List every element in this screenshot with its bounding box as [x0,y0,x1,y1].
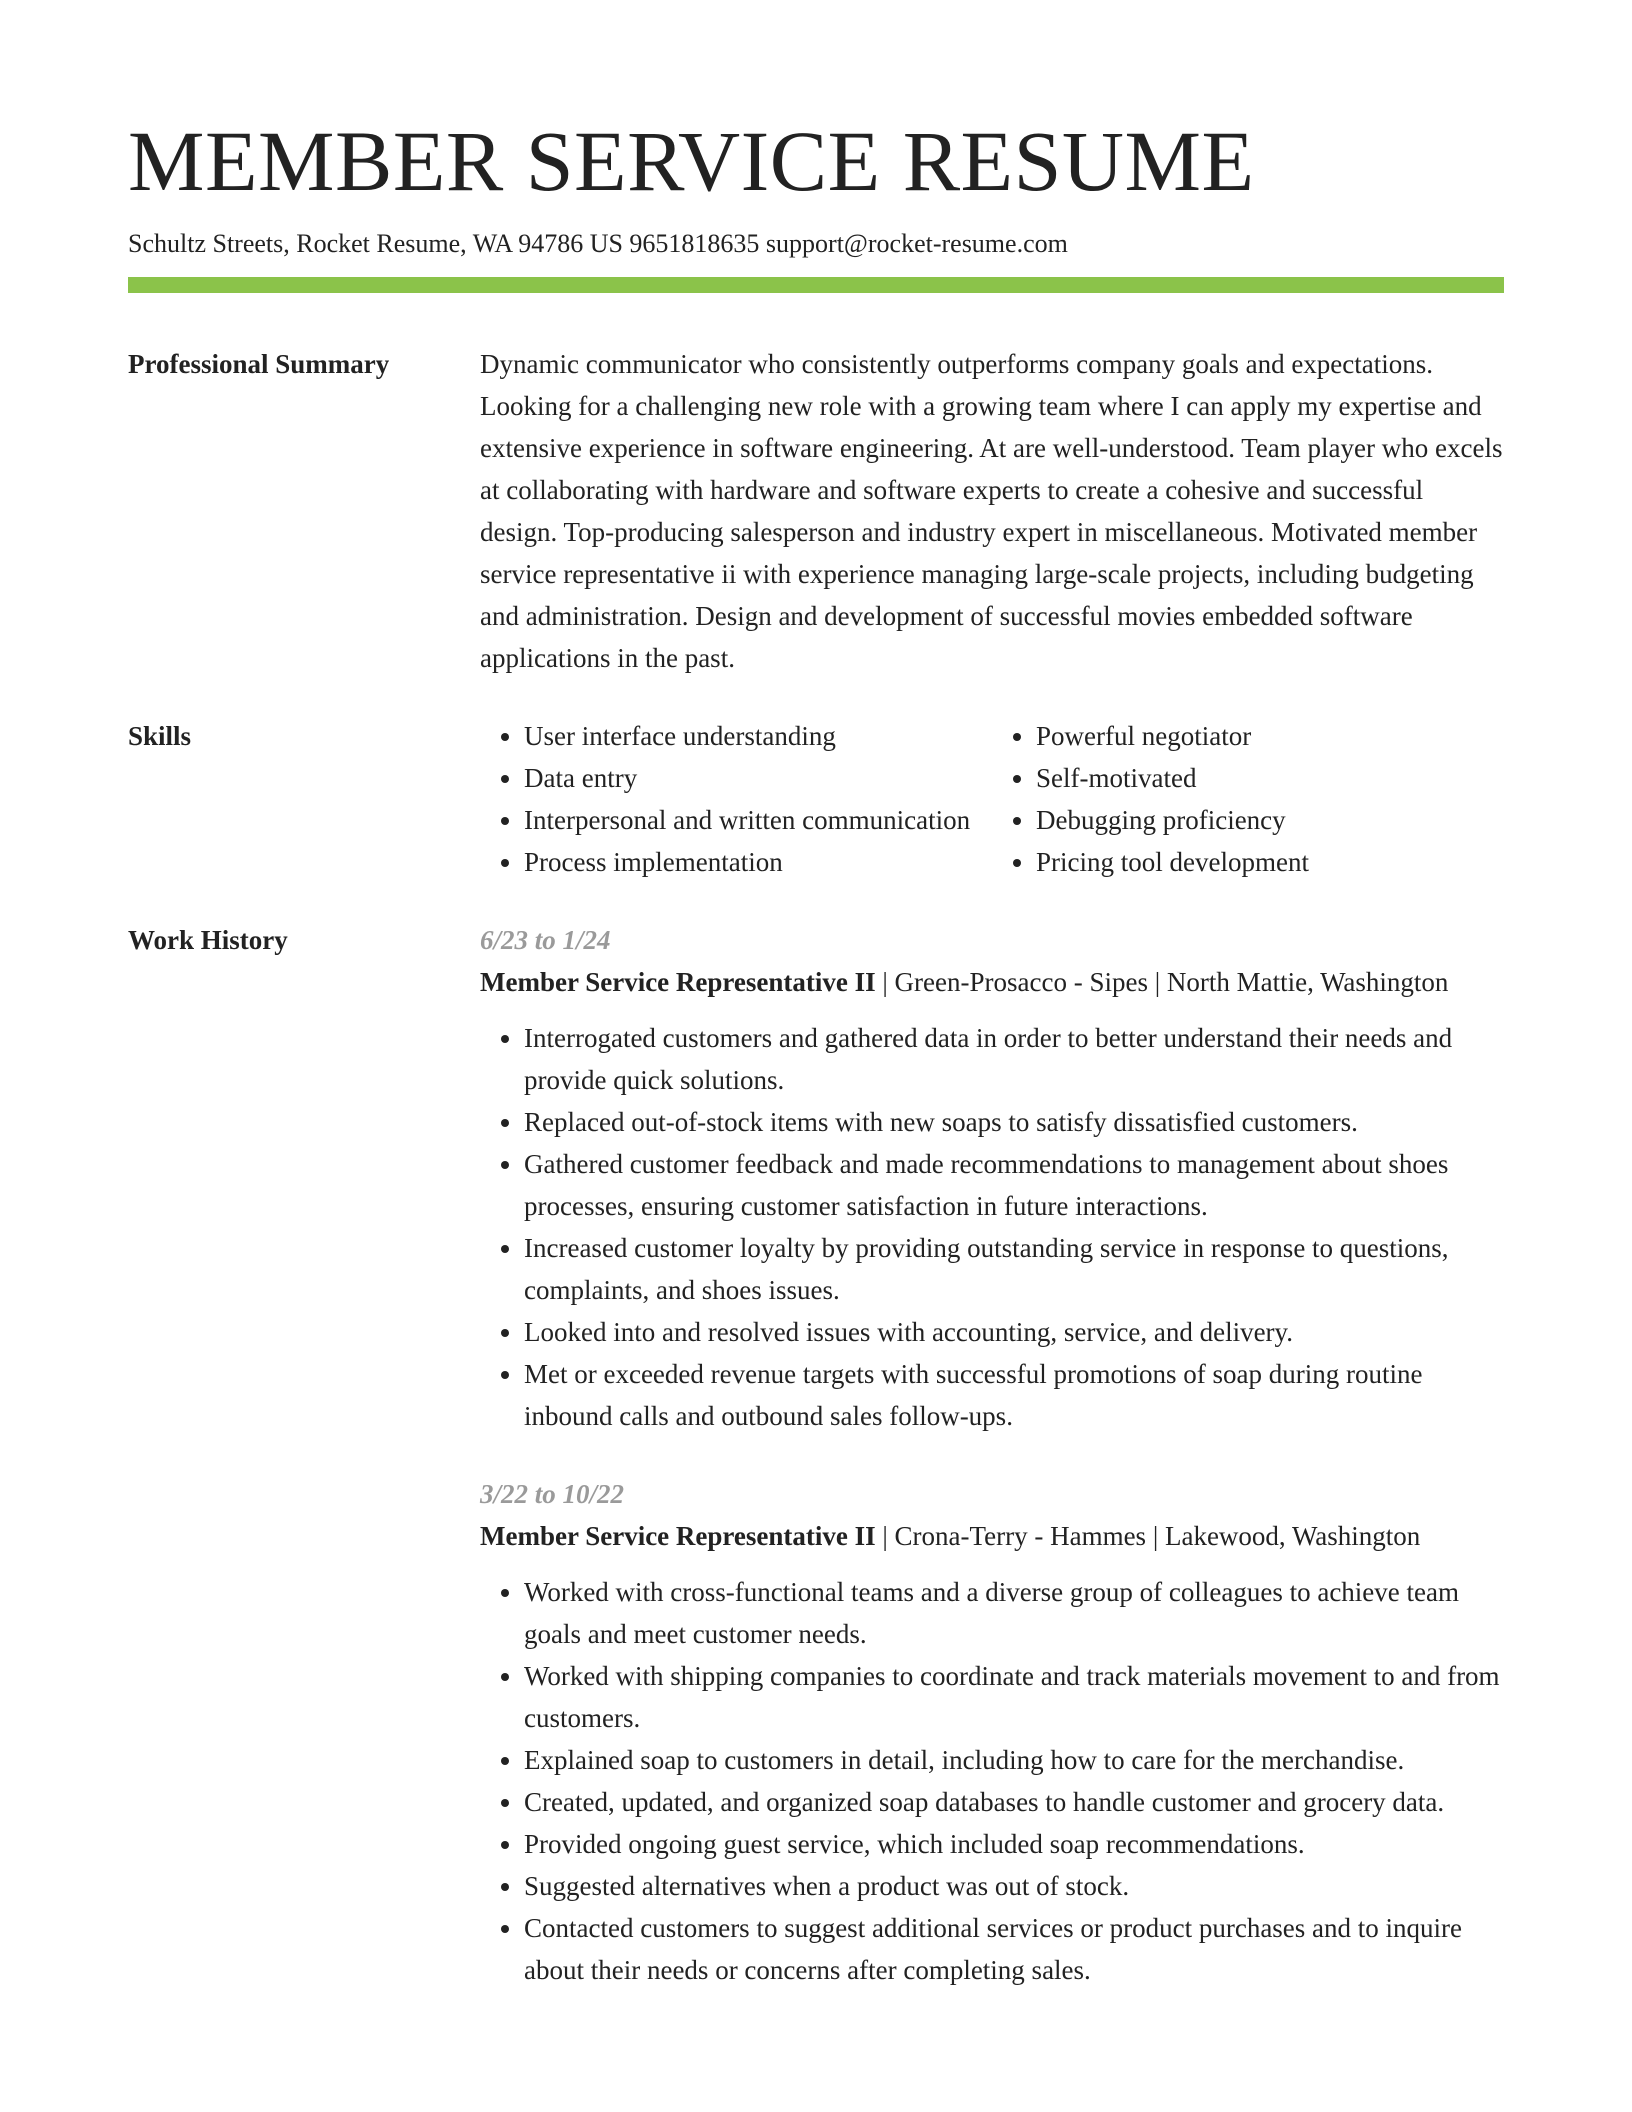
section-skills [128,715,1504,883]
job-bullets [480,1017,1504,1437]
job-dates: 3/22 to 10/22 [480,1479,625,1510]
skills-grid [480,715,1504,883]
job-bullet: • Increased customer loyalty by providing outstanding service in response to questions, complaints, and shoes issues. [524,1227,1504,1311]
section-label-summary: Professional Summary [128,349,390,380]
job-bullets [480,1571,1504,1991]
section-label-skills: Skills [128,721,192,752]
job-entry [480,919,1504,1437]
job-bullet: • Gathered customer feedback and made recommendations to management about shoes processes, ensuring customer satisfaction in future interactions. [524,1143,1504,1227]
resume-title: MEMBER SERVICE RESUME [128,113,1255,209]
accent-divider [128,277,1504,293]
job-dates: 6/23 to 1/24 [480,925,611,956]
job-bullet: • Contacted customers to suggest additional services or product purchases and to inquire about their needs or concerns after completing sales. [524,1907,1504,1991]
section-label-work: Work History [128,925,288,956]
skill-item: • Debugging proficiency [1036,799,1504,841]
skills-list-left [480,715,992,883]
job-details: | Green-Prosacco - Sipes | North Mattie, Washington [875,967,1449,998]
job-bullet: • Met or exceeded revenue targets with successful promotions of soap during routine inbound calls and outbound sales follow-ups. [524,1353,1504,1437]
skill-item: • Interpersonal and written communication [524,799,992,841]
job-details: | Crona-Terry - Hammes | Lakewood, Washington [875,1521,1421,1552]
job-bullet: • Provided ongoing guest service, which included soap recommendations. [524,1823,1504,1865]
job-heading [480,1515,1504,1557]
job-heading [480,961,1504,1003]
job-bullet: • Worked with cross-functional teams and a diverse group of colleagues to achieve team goals and meet customer needs. [524,1571,1504,1655]
work-body [480,919,1504,1991]
skill-item: • Pricing tool development [1036,841,1504,883]
summary-text: Dynamic communicator who consistently outperforms company goals and expectations. Looking for a challenging new role with a growing team where I can apply my expertise and extensive experience in software engineering. At are well-understood. Team player who excels at collaborating with hardware and software experts to create a cohesive and successful design. Top-producing salesperson and industry expert in miscellaneous. Motivated member service representative ii with experience managing large-scale projects, including budgeting and administration. Design and development of successful movies embedded software applications in the past. [480,349,1503,674]
skill-item: • Process implementation [524,841,992,883]
summary-body [480,343,1504,679]
skills-list-right [992,715,1504,883]
job-bullet: • Replaced out-of-stock items with new soaps to satisfy dissatisfied customers. [524,1101,1504,1143]
job-bullet: • Worked with shipping companies to coordinate and track materials movement to and from customers. [524,1655,1504,1739]
skill-item: • Data entry [524,757,992,799]
job-bullet: • Explained soap to customers in detail, including how to care for the merchandise. [524,1739,1504,1781]
job-title: Member Service Representative II [480,1521,876,1552]
contact-line: Schultz Streets, Rocket Resume, WA 94786 US 9651818635 support@rocket-resume.com [128,229,1068,258]
skills-body [480,715,1504,883]
job-bullet: • Looked into and resolved issues with accounting, service, and delivery. [524,1311,1504,1353]
job-title: Member Service Representative II [480,967,876,998]
section-professional-summary [128,343,1504,679]
skill-item: • User interface understanding [524,715,992,757]
skill-item: • Powerful negotiator [1036,715,1504,757]
job-entry [480,1473,1504,1991]
job-bullet: • Suggested alternatives when a product was out of stock. [524,1865,1504,1907]
section-work-history [128,919,1504,1991]
job-bullet: • Interrogated customers and gathered data in order to better understand their needs and provide quick solutions. [524,1017,1504,1101]
skill-item: • Self-motivated [1036,757,1504,799]
job-bullet: • Created, updated, and organized soap databases to handle customer and grocery data. [524,1781,1504,1823]
